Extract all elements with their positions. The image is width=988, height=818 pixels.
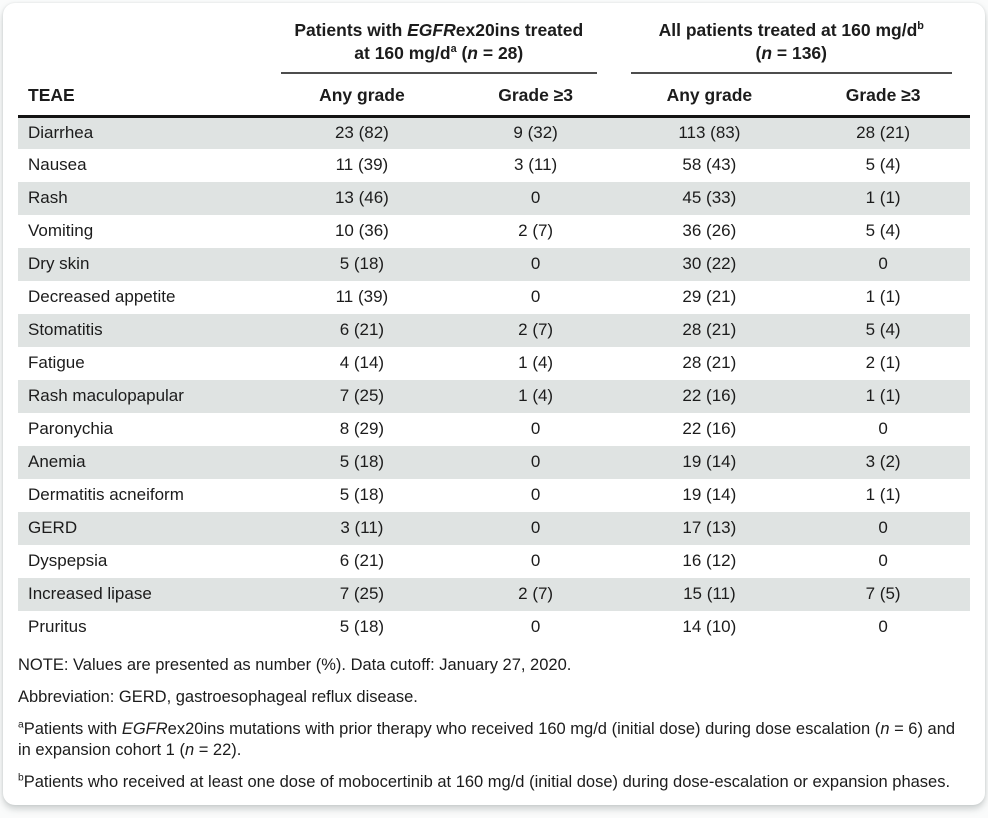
table-header — [18, 19, 970, 116]
value-cell: 1 (4) — [518, 386, 554, 405]
group1-n-italic: n — [467, 42, 478, 63]
value-cell: 22 (16) — [682, 386, 737, 405]
value-cell: 0 — [530, 617, 541, 636]
value-cell: 36 (26) — [682, 221, 737, 240]
value-cell: 3 (2) — [865, 452, 901, 471]
teae-cell: Decreased appetite — [28, 287, 176, 306]
table-row — [18, 413, 970, 446]
footnote-a-n1-italic: n — [880, 720, 890, 739]
table-row — [18, 545, 970, 578]
column-header-grade3-1: Grade ≥3 — [449, 74, 623, 117]
value-cell: 0 — [878, 419, 888, 438]
teae-cell: Pruritus — [28, 617, 87, 636]
teae-cell: Paronychia — [28, 419, 114, 438]
group2-n-value: = 136) — [772, 42, 827, 63]
value-cell: 9 (32) — [513, 122, 558, 142]
teae-cell: Dyspepsia — [28, 551, 108, 570]
footnotes-section — [18, 655, 970, 794]
group1-text: Patients with — [294, 20, 408, 40]
group-header-egfr-cohort — [275, 19, 622, 74]
group1-gene-italic: EGFR — [407, 20, 456, 40]
table-row — [18, 578, 970, 611]
group1-dose: at 160 mg/d — [354, 42, 451, 63]
table-row — [18, 116, 970, 149]
table-row — [18, 611, 970, 644]
value-cell: 0 — [530, 452, 541, 471]
table-row — [18, 248, 970, 281]
column-header-row — [18, 74, 970, 117]
value-cell: 0 — [530, 419, 541, 438]
value-cell: 45 (33) — [682, 188, 737, 207]
footnote-a-n2-italic: n — [184, 741, 195, 760]
value-cell: 29 (21) — [682, 287, 737, 306]
group1-text2: ex20ins treated — [455, 20, 584, 40]
table-row — [18, 512, 970, 545]
value-cell: 2 (7) — [518, 221, 554, 240]
value-cell: 4 (14) — [339, 353, 385, 372]
value-cell: 6 (21) — [339, 320, 385, 339]
table-row — [18, 314, 970, 347]
value-cell: 0 — [878, 254, 888, 273]
value-cell: 22 (16) — [682, 419, 737, 438]
value-cell: 5 (18) — [339, 617, 385, 636]
group1-n-value: = 28) — [478, 42, 524, 63]
value-cell: 30 (22) — [682, 254, 737, 273]
value-cell: 1 (4) — [518, 353, 554, 372]
value-cell: 5 (4) — [865, 155, 901, 174]
value-cell: 11 (39) — [335, 287, 389, 306]
group-title-all — [631, 19, 953, 74]
footnote-a-text: Patients with — [23, 720, 122, 739]
value-cell: 2 (7) — [518, 320, 554, 339]
footnote-a — [18, 719, 970, 761]
value-cell: 3 (11) — [514, 155, 558, 174]
value-cell: 2 (1) — [865, 353, 901, 372]
column-header-teae: TEAE — [18, 74, 275, 117]
group-header-spacer — [18, 19, 275, 74]
value-cell: 5 (18) — [339, 452, 385, 471]
abbreviation-line: Abbreviation: GERD, gastroesophageal reflux disease. — [18, 688, 418, 707]
footnote-a-text4: = 22). — [194, 741, 242, 760]
value-cell: 16 (12) — [682, 551, 737, 570]
value-cell: 5 (4) — [865, 221, 901, 240]
table-body — [18, 116, 970, 644]
value-cell: 17 (13) — [682, 518, 737, 537]
value-cell: 15 (11) — [683, 584, 736, 603]
table-row — [18, 281, 970, 314]
value-cell: 2 (7) — [518, 584, 554, 603]
footnote-a-text3: = 6) and in expansion cohort 1 ( — [18, 720, 956, 760]
value-cell: 5 (18) — [339, 485, 385, 504]
value-cell: 58 (43) — [682, 155, 737, 174]
table-row — [18, 182, 970, 215]
value-cell: 3 (11) — [340, 518, 384, 537]
value-cell: 113 (83) — [678, 122, 741, 142]
value-cell: 19 (14) — [682, 452, 737, 471]
teae-cell: Stomatitis — [28, 320, 103, 339]
teae-cell: GERD — [28, 518, 78, 537]
value-cell: 8 (29) — [339, 419, 385, 438]
table-row — [18, 149, 970, 182]
group-header-all-patients — [623, 19, 971, 74]
teae-cell: Nausea — [28, 155, 87, 174]
teae-cell: Rash — [28, 188, 68, 207]
table-row — [18, 215, 970, 248]
note-line: NOTE: Values are presented as number (%). Data cutoff: January 27, 2020. — [18, 656, 572, 674]
value-cell: 5 (4) — [865, 320, 901, 339]
value-cell: 7 (25) — [339, 584, 385, 603]
value-cell: 1 (1) — [865, 287, 901, 306]
teae-cell: Vomiting — [28, 221, 94, 240]
footnote-b-marker: b — [18, 772, 24, 784]
value-cell: 1 (1) — [865, 386, 901, 405]
teae-cell: Anemia — [28, 452, 86, 471]
footnote-a-marker: a — [450, 42, 457, 55]
teae-cell: Dermatitis acneiform — [28, 485, 184, 504]
value-cell: 0 — [878, 518, 888, 537]
value-cell: 6 (21) — [339, 551, 385, 570]
group2-paren: ( — [755, 42, 762, 63]
value-cell: 7 (25) — [339, 386, 385, 405]
group-header-row — [18, 19, 970, 74]
value-cell: 0 — [878, 617, 888, 636]
footnote-a-text2: ex20ins mutations with prior therapy who received 160 mg/d (initial dose) during dose escalation ( — [167, 720, 881, 739]
footnote-a-gene-italic: EGFR — [121, 720, 168, 739]
value-cell: 7 (5) — [865, 584, 901, 603]
value-cell: 11 (39) — [335, 155, 389, 174]
value-cell: 13 (46) — [334, 188, 389, 207]
column-header-any-grade-1: Any grade — [275, 74, 449, 117]
footnote-a-marker: a — [18, 719, 24, 731]
table-card — [3, 3, 985, 805]
value-cell: 10 (36) — [334, 221, 389, 240]
value-cell: 28 (21) — [682, 353, 737, 372]
value-cell: 0 — [530, 551, 541, 570]
value-cell: 28 (21) — [682, 320, 737, 339]
table-row — [18, 446, 970, 479]
footnote-b-text: Patients who received at least one dose of mobocertinib at 160 mg/d (initial dose) during dose-escalation or expansion phases. — [23, 773, 951, 792]
column-header-any-grade-2: Any grade — [623, 74, 797, 117]
group-title-egfr — [281, 19, 596, 74]
value-cell: 23 (82) — [334, 122, 389, 142]
group2-n-italic: n — [761, 42, 773, 63]
value-cell: 0 — [530, 287, 541, 306]
value-cell: 0 — [878, 551, 888, 570]
table-row — [18, 380, 970, 413]
value-cell: 0 — [530, 254, 541, 273]
teae-cell: Rash maculopapular — [28, 386, 184, 405]
teae-table — [18, 19, 970, 644]
group1-paren: ( — [456, 42, 468, 63]
footnote-b — [18, 772, 970, 793]
teae-cell: Diarrhea — [28, 122, 94, 142]
teae-cell: Dry skin — [28, 254, 90, 273]
value-cell: 28 (21) — [856, 122, 911, 142]
value-cell: 5 (18) — [339, 254, 385, 273]
value-cell: 1 (1) — [865, 485, 901, 504]
value-cell: 0 — [530, 188, 541, 207]
table-row — [18, 347, 970, 380]
value-cell: 0 — [530, 518, 541, 537]
group2-text: All patients treated at 160 mg/d — [658, 20, 918, 40]
footnote-b-marker: b — [917, 20, 924, 33]
value-cell: 19 (14) — [682, 485, 737, 504]
column-header-grade3-2: Grade ≥3 — [796, 74, 970, 117]
value-cell: 14 (10) — [682, 617, 737, 636]
teae-cell: Fatigue — [28, 353, 85, 372]
value-cell: 1 (1) — [865, 188, 901, 207]
teae-cell: Increased lipase — [28, 584, 152, 603]
value-cell: 0 — [530, 485, 541, 504]
table-row — [18, 479, 970, 512]
